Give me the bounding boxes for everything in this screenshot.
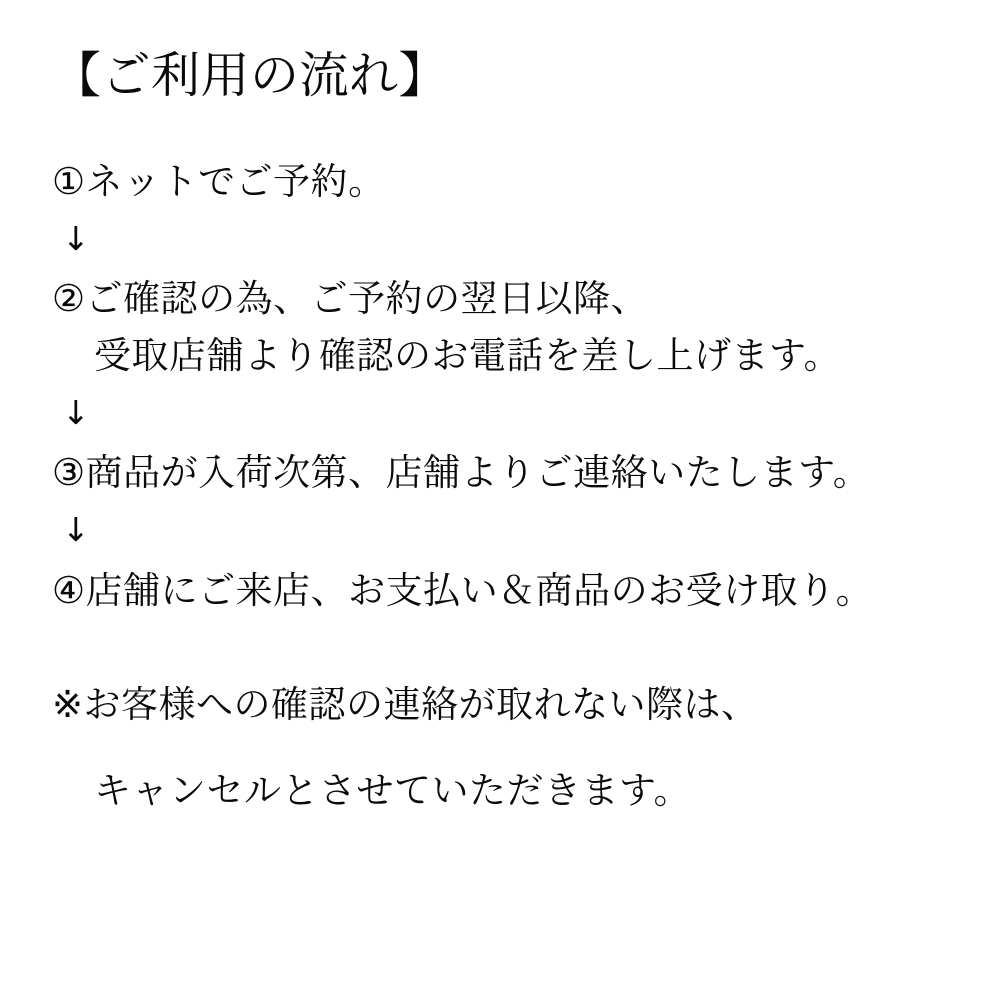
step-item-1	[52, 158, 960, 207]
step-3-text: ③商品が入荷次第、店舗よりご連絡いたします。	[52, 451, 871, 495]
step-2-text: ②ご確認の為、ご予約の翌日以降、	[52, 277, 649, 321]
step-4-text: ④店舗にご来店、お支払い＆商品のお受け取り。	[52, 568, 874, 612]
page-title: 【ご利用の流れ】	[52, 47, 449, 104]
note-text-line-1: ※お客様への確認の連絡が取れない際は、	[52, 683, 759, 727]
step-1-text: ①ネットでご予約。	[52, 160, 386, 204]
arrow-icon-1: ↓	[62, 219, 90, 259]
cancellation-note	[52, 681, 960, 816]
step-item-4	[52, 567, 960, 616]
steps-list	[52, 158, 960, 615]
step-item-2	[52, 275, 960, 381]
arrow-icon-3: ↓	[62, 510, 90, 550]
arrow-icon-2: ↓	[62, 393, 90, 433]
note-text-line-2: キャンセルとさせていただきます。	[94, 769, 692, 813]
step-item-3	[52, 449, 960, 498]
step-2-text-continued: 受取店舗より確認のお電話を差し上げます。	[94, 334, 842, 378]
